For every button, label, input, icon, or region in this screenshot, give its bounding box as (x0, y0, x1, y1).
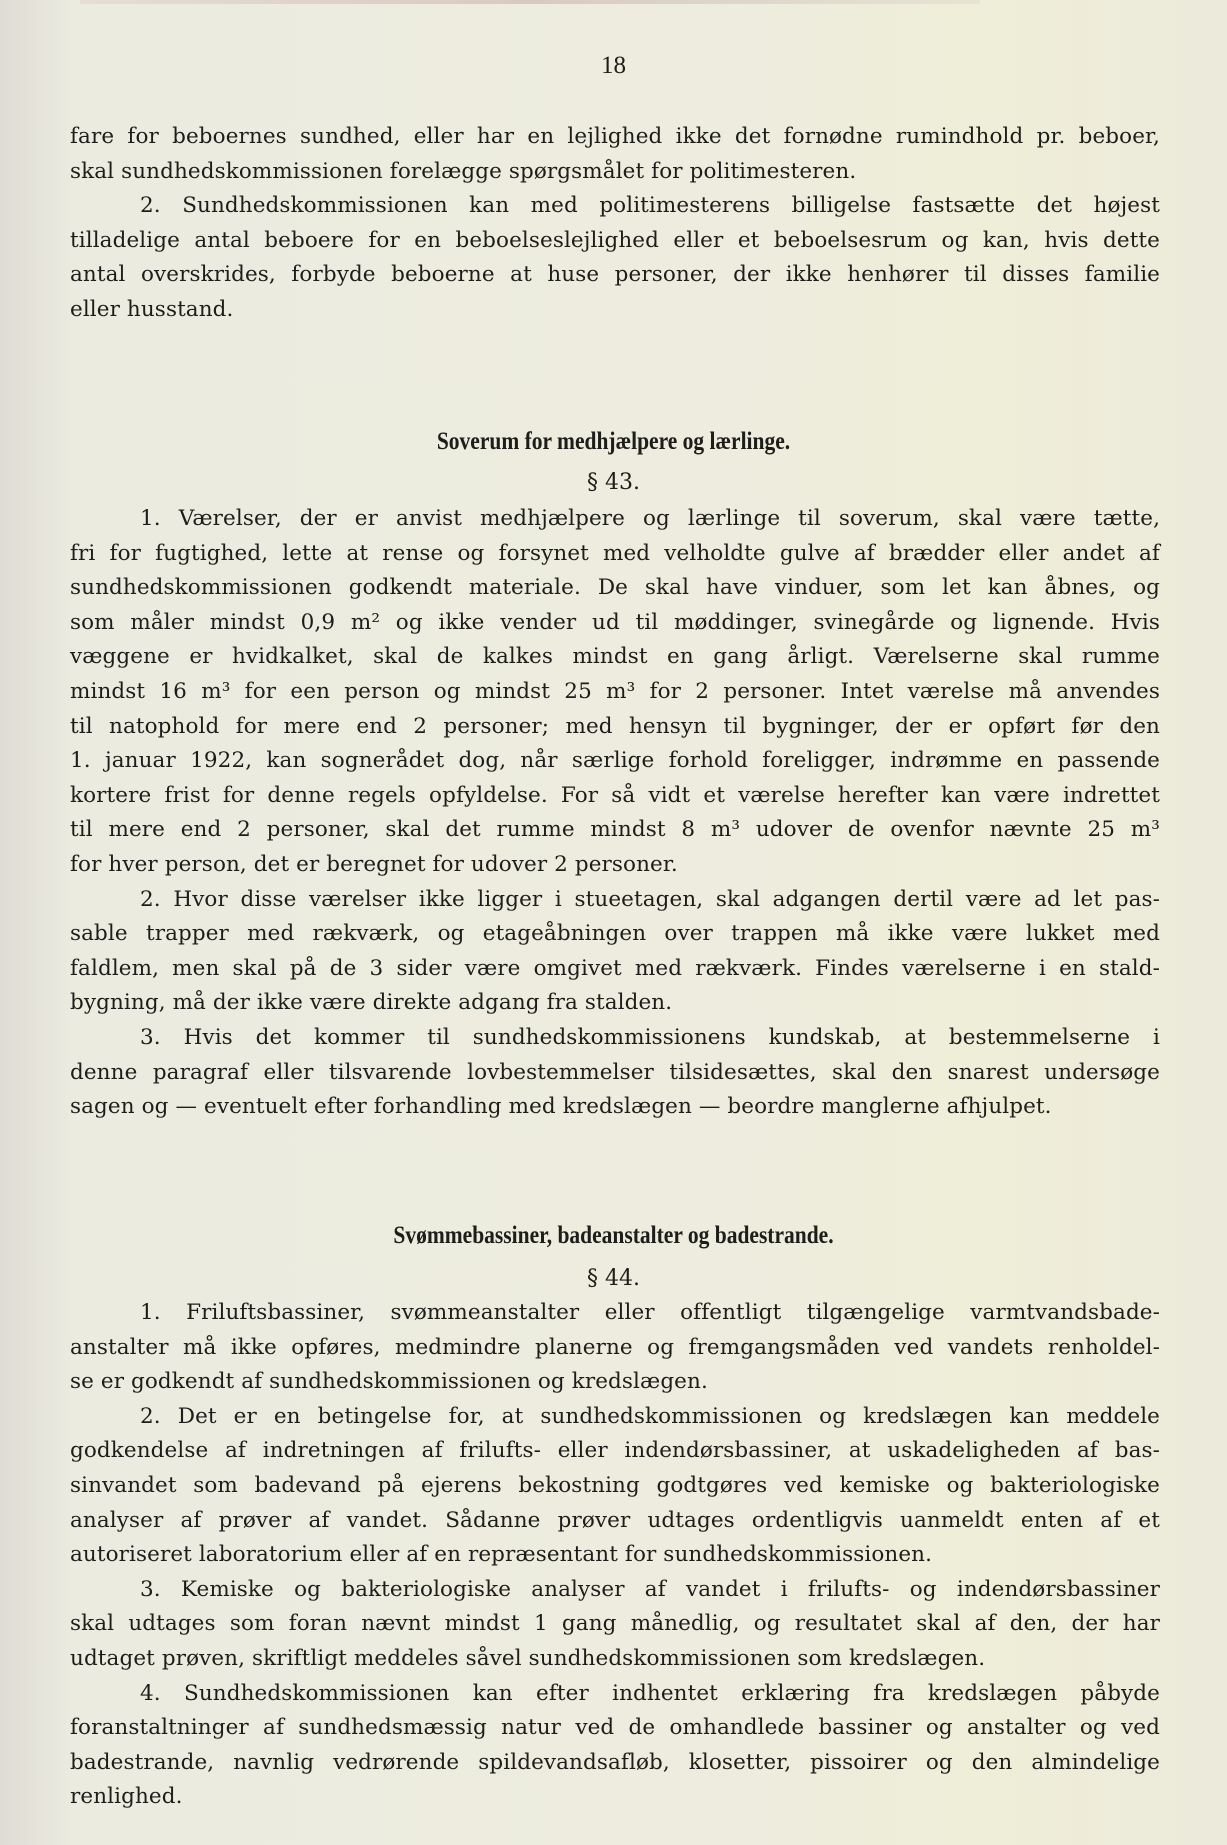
text-line: mindst 16 m³ for een person og mindst 25 m³ for 2 personer. Intet værelse må anvendes (70, 678, 1160, 704)
text-line: analyser af prøver af vandet. Sådanne prøver udtages ordentligvis uanmeldt enten af et (70, 1507, 1160, 1533)
text-line: skal sundhedskommissionen forelægge spørgsmålet for politimesteren. (70, 158, 857, 184)
text-line: fri for fugtighed, lette at rense og forsynet med velholdte gulve af brædder eller andet af (70, 540, 1160, 566)
text-line: 2. Det er en betingelse for, at sundhedskommissionen og kredslægen kan meddele (140, 1403, 1160, 1429)
text-line: faldlem, men skal på de 3 sider være omgivet med rækværk. Findes værelserne i en stald- (70, 955, 1160, 981)
intro-text (70, 120, 1160, 328)
text-line: 1. januar 1922, kan sognerådet dog, når særlige forhold foreligger, indrømme en passende (70, 748, 1160, 774)
text-line: 3. Kemiske og bakteriologiske analyser af vandet i frilufts- og indendørsbassiner (140, 1576, 1160, 1602)
text-line: foranstaltninger af sundhedsmæssig natur ved de omhandlede bassiner og anstalter og ved (70, 1715, 1160, 1741)
text-line: udtaget prøven, skriftligt meddeles såvel sundhedskommissionen som kredslægen. (70, 1645, 986, 1671)
text-line: sinvandet som badevand på ejerens bekostning godtgøres ved kemiske og bakteriologiske (70, 1472, 1160, 1498)
text-line: for hver person, det er beregnet for udover 2 personer. (70, 851, 678, 877)
text-line: antal overskrides, forbyde beboerne at huse personer, der ikke henhører til disses familie (70, 262, 1160, 288)
section-44-text (70, 1296, 1160, 1815)
text-line: kortere frist for denne regels opfyldelse. For så vidt et værelse herefter kan være indrettet (70, 782, 1160, 808)
section-heading-44: Svømmebassiner, badeanstalter og badestrande. (393, 1222, 834, 1249)
section-43-text (70, 502, 1160, 1125)
text-line: eller husstand. (70, 296, 234, 322)
text-line: renlighed. (70, 1784, 183, 1810)
text-line: som måler mindst 0,9 m² og ikke vender ud til møddinger, svinegårde og lignende. Hvis (70, 609, 1160, 635)
text-line: 3. Hvis det kommer til sundhedskommissionens kundskab, at bestemmelserne i (140, 1024, 1160, 1050)
paragraph-mark-43: § 43. (587, 470, 640, 495)
text-line: 4. Sundhedskommissionen kan efter indhentet erklæring fra kredslægen påbyde (140, 1680, 1160, 1706)
text-line: autoriseret laboratorium eller af en repræsentant for sundhedskommissionen. (70, 1542, 933, 1568)
text-line: tilladelige antal beboere for en beboelseslejlighed eller et beboelsesrum og kan, hvis dette (70, 227, 1160, 253)
text-line: badestrande, navnlig vedrørende spildevandsafløb, klosetter, pissoirer og den almindelige (70, 1749, 1160, 1775)
text-line: sundhedskommissionen godkendt materiale. De skal have vinduer, som let kan åbnes, og (70, 575, 1160, 601)
text-line: fare for beboernes sundhed, eller har en lejlighed ikke det fornødne rumindhold pr. beboer, (70, 124, 1160, 149)
paragraph-mark-44: § 44. (587, 1266, 640, 1291)
text-line: anstalter må ikke opføres, medmindre planerne og fremgangsmåden ved vandets renholdel- (70, 1334, 1160, 1360)
text-line: bygning, må der ikke være direkte adgang fra stalden. (70, 990, 673, 1016)
text-line: se er godkendt af sundhedskommissionen og kredslægen. (70, 1369, 708, 1395)
text-line: sable trapper med rækværk, og etageåbningen over trappen må ikke være lukket med (70, 921, 1160, 947)
text-line: 2. Hvor disse værelser ikke ligger i stueetagen, skal adgangen dertil være ad let pas- (140, 886, 1160, 912)
text-line: 1. Værelser, der er anvist medhjælpere og lærlinge til soverum, skal være tætte, (140, 506, 1160, 531)
text-line: skal udtages som foran nævnt mindst 1 gang månedlig, og resultatet skal af den, der har (70, 1611, 1160, 1637)
text-line: denne paragraf eller tilsvarende lovbestemmelser tilsidesættes, skal den snarest undersøge (70, 1059, 1160, 1085)
text-line: væggene er hvidkalket, skal de kalkes mindst en gang årligt. Værelserne skal rumme (70, 644, 1160, 670)
page-edge-shadow (80, 0, 980, 4)
text-line: til mere end 2 personer, skal det rumme mindst 8 m³ udover de ovenfor nævnte 25 m³ (70, 817, 1160, 843)
text-line: 1. Friluftsbassiner, svømmeanstalter eller offentligt tilgængelige varmtvandsbade- (140, 1300, 1160, 1325)
text-line: sagen og — eventuelt efter forhandling med kredslægen — beordre manglerne afhjulpet. (70, 1094, 1052, 1120)
text-line: godkendelse af indretningen af frilufts- eller indendørsbassiner, at uskadeligheden af bas- (70, 1438, 1160, 1464)
page-number: 18 (601, 52, 626, 79)
text-line: 2. Sundhedskommissionen kan med politimesterens billigelse fastsætte det højest (140, 193, 1160, 219)
section-heading-43: Soverum for medhjælpere og lærlinge. (436, 428, 791, 455)
text-line: til natophold for mere end 2 personer; med hensyn til bygninger, der er opført før den (70, 713, 1160, 739)
